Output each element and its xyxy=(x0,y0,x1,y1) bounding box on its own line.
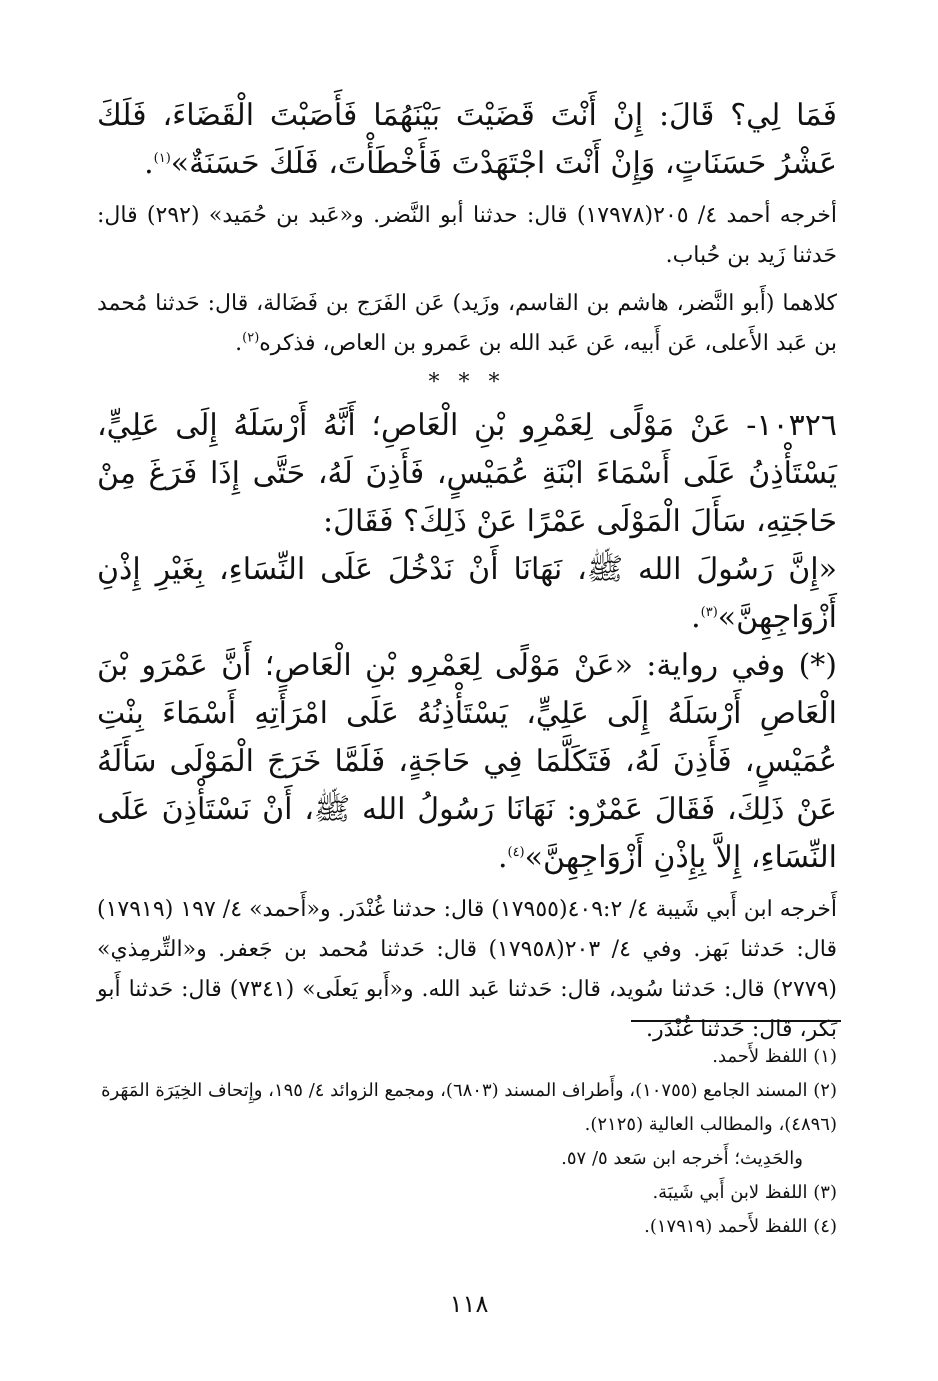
takhrij-paragraph: أخرجه أحمد ٤/ ٢٠٥(١٧٩٧٨) قال: حدثنا أبو النَّضر. و«عَبد بن حُمَيد» (٢٩٢) قال: حَدثنا زَيد بن حُباب. xyxy=(97,203,838,268)
riwaya-paragraph: (*) وفي رواية: «عَنْ مَوْلًى لِعَمْرِو بْنِ الْعَاصِ؛ أَنَّ عَمْرَو بْنَ الْعَاصِ أَرْسَلَهُ إِلَى عَلِيٍّ، يَسْتَأْذِنُهُ عَلَى امْرَأَتِهِ أَسْمَاءَ بِنْتِ عُمَيْسٍ، فَأَذِنَ لَهُ، فَتَكَلَّمَا فِي حَاجَةٍ، فَلَمَّا خَرَجَ الْمَوْلَى سَأَلَهُ عَنْ ذَلِكَ، فَقَالَ عَمْرٌو: نَهَانَا رَسُولُ الله ﷺ، أَنْ نَسْتَأْذِنَ عَلَى النِّسَاءِ، إِلاَّ بِإِذْنِ أَزْوَاجِهِنَّ»$^{(٤)}$. xyxy=(97,648,837,875)
footnote-ref: (٣) xyxy=(700,605,718,620)
isnad-paragraph: كلاهما (أَبو النَّضر، هاشم بن القاسم، وزَيد) عَن الفَرَج بن فَضَالة، قال: حَدثنا مُحمد بن عَبد الأَعلى، عَن أَبيه، عَن عَبد الله بن عَمرو بن العاص، فذكره$^{(٢)}$. xyxy=(97,291,837,356)
footnote-ref: (٤) xyxy=(507,845,525,860)
footnote-3: (٣) اللفظ لابن أَبي شَيبَة. xyxy=(652,1182,837,1203)
hadith-paragraph: ١٠٣٢٦- عَنْ مَوْلًى لِعَمْرِو بْنِ الْعَاصِ؛ أَنَّهُ أَرْسَلَهُ إِلَى عَلِيٍّ، يَسْتَأْذِنُ عَلَى أَسْمَاءَ ابْنَةِ عُمَيْسٍ، فَأَذِنَ لَهُ، حَتَّى إِذَا فَرَغَ مِنْ حَاجَتِهِ، سَأَلَ الْمَوْلَى عَمْرًا عَنْ ذَلِكَ؟ فَقَالَ: xyxy=(97,408,837,539)
footnote-2-continuation: والحَدِيث؛ أَخرجه ابن سَعد ٥/ ٥٧. xyxy=(561,1148,803,1169)
footnote-ref: (١) xyxy=(153,151,171,166)
page-body xyxy=(97,92,837,1050)
footnote-1: (١) اللفظ لأَحمد. xyxy=(712,1046,837,1067)
footnote-2: (٢) المسند الجامع (١٠٧٥٥)، وأَطراف المسند (٦٨٠٣)، ومجمع الزوائد ٤/ ١٩٥، وإِتحاف الخِيَرَة المَهَرة (٤٨٩٦)، والمطالب العالية (٢١٢٥). xyxy=(101,1080,837,1135)
hadith-quote: «إِنَّ رَسُولَ الله ﷺ، نَهَانَا أَنْ نَدْخُلَ عَلَى النِّسَاءِ، بِغَيْرِ إِذْنِ أَزْوَاجِهِنَّ»$^{(٣)}$. xyxy=(97,552,837,635)
footnote-separator xyxy=(631,1020,841,1022)
hadith-quote-text: «إِنَّ رَسُولَ الله ﷺ، نَهَانَا أَنْ نَدْخُلَ عَلَى النِّسَاءِ، بِغَيْرِ إِذْنِ أَزْوَاجِهِنَّ» xyxy=(97,552,837,635)
section-divider: * * * xyxy=(428,370,506,395)
isnad-text: كلاهما (أَبو النَّضر، هاشم بن القاسم، وزَيد) عَن الفَرَج بن فَضَالة، قال: حَدثنا مُحمد بن عَبد الأَعلى، عَن أَبيه، عَن عَبد الله بن عَمرو بن العاص، فذكره xyxy=(97,291,837,356)
riwaya-text: (*) وفي رواية: «عَنْ مَوْلًى لِعَمْرِو بْنِ الْعَاصِ؛ أَنَّ عَمْرَو بْنَ الْعَاصِ أَرْسَلَهُ إِلَى عَلِيٍّ، يَسْتَأْذِنُهُ عَلَى امْرَأَتِهِ أَسْمَاءَ بِنْتِ عُمَيْسٍ، فَأَذِنَ لَهُ، فَتَكَلَّمَا فِي حَاجَةٍ، فَلَمَّا خَرَجَ الْمَوْلَى سَأَلَهُ عَنْ ذَلِكَ، فَقَالَ عَمْرٌو: نَهَانَا رَسُولُ الله ﷺ، أَنْ نَسْتَأْذِنَ عَلَى النِّسَاءِ، إِلاَّ بِإِذْنِ أَزْوَاجِهِنَّ» xyxy=(97,648,837,875)
takhrij-paragraph-2: أَخرجه ابن أَبي شَيبة ٤/ ٤٠٩:٢(١٧٩٥٥) قال: حدثنا غُنْدَر. و«أَحمد» ٤/ ١٩٧ (١٧٩١٩) قال: حَدثنا بَهز. وفي ٤/ ٢٠٣(١٧٩٥٨) قال: حَدثنا مُحمد بن جَعفر. و«التِّرمِذي» (٢٧٧٩) قال: حَدثنا سُويد، قال: حَدثنا عَبد الله. و«أَبو يَعلَى» (٧٣٤١) قال: حَدثنا أَبو بَكر، قال: حَدثنا غُنْدَر. xyxy=(97,897,838,1042)
hadith-text: فَمَا لِي؟ قَالَ: إِنْ أَنْتَ قَضَيْتَ بَيْنَهُمَا فَأَصَبْتَ الْقَضَاءَ، فَلَكَ عَشْرُ حَسَنَاتٍ، وَإِنْ أَنْتَ اجْتَهَدْتَ فَأَخْطَأْتَ، فَلَكَ حَسَنَةٌ» xyxy=(97,98,837,181)
page-number: ١١٨ xyxy=(449,1290,489,1318)
footnote-4: (٤) اللفظ لأَحمد (١٧٩١٩). xyxy=(644,1216,837,1237)
footnote-ref: (٢) xyxy=(242,330,260,346)
footnotes xyxy=(97,1040,837,1244)
hadith-continuation: فَمَا لِي؟ قَالَ: إِنْ أَنْتَ قَضَيْتَ بَيْنَهُمَا فَأَصَبْتَ الْقَضَاءَ، فَلَكَ عَشْرُ حَسَنَاتٍ، وَإِنْ أَنْتَ اجْتَهَدْتَ فَأَخْطَأْتَ، فَلَكَ حَسَنَةٌ»$^{(١)}$. xyxy=(97,98,837,181)
